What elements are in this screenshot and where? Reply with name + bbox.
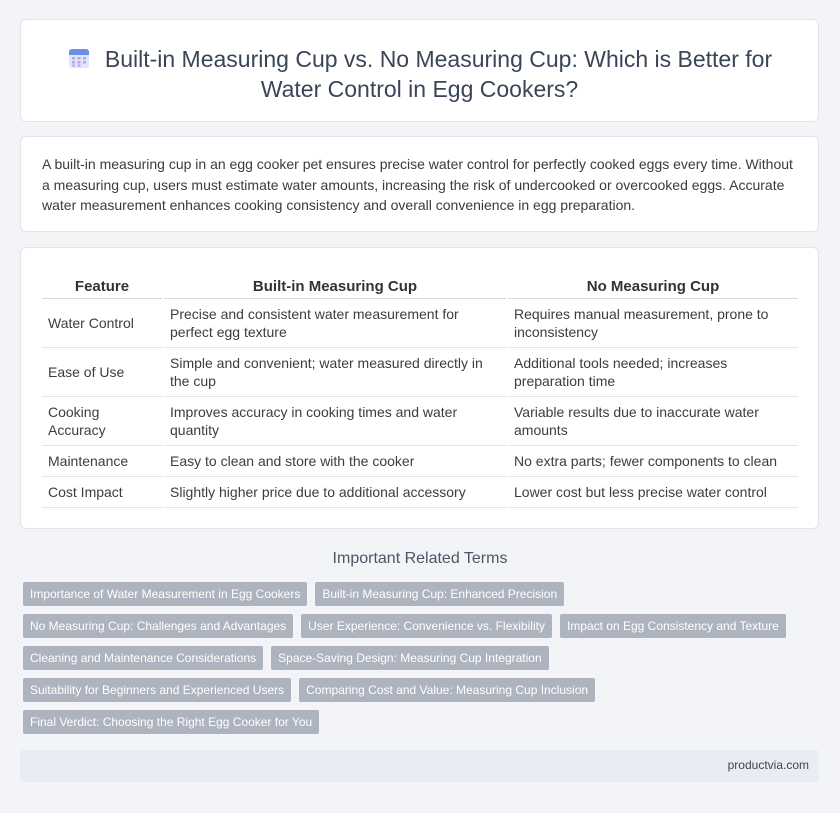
term-tag[interactable]: User Experience: Convenience vs. Flexibility bbox=[301, 614, 552, 638]
table-header-row bbox=[42, 276, 798, 299]
table-cell: No extra parts; fewer components to clean bbox=[508, 446, 798, 477]
term-tag[interactable]: Cleaning and Maintenance Considerations bbox=[23, 646, 263, 670]
title-wrap bbox=[21, 44, 818, 104]
term-tag[interactable]: Suitability for Beginners and Experienced Users bbox=[23, 678, 291, 702]
intro-text: A built-in measuring cup in an egg cooker pet ensures precise water control for perfectly cooked eggs every time. Without a measuring cup, users must estimate water amounts, increasing the risk of undercooked or overcooked eggs. Accurate water measurement enhances cooking consistency and overall convenience in egg preparation. bbox=[42, 156, 793, 213]
term-tag[interactable]: No Measuring Cup: Challenges and Advantages bbox=[23, 614, 293, 638]
tag-row bbox=[23, 710, 813, 734]
table-cell: Lower cost but less precise water control bbox=[508, 477, 798, 508]
title-card bbox=[20, 19, 819, 122]
page-title: Built-in Measuring Cup vs. No Measuring Cup: Which is Better for Water Control in Egg Cookers? bbox=[104, 46, 773, 102]
term-tag[interactable]: Impact on Egg Consistency and Texture bbox=[560, 614, 786, 638]
table-cell: Slightly higher price due to additional accessory bbox=[164, 477, 506, 508]
table-row bbox=[42, 477, 798, 508]
table-cell: Water Control bbox=[42, 299, 162, 348]
intro-card bbox=[20, 136, 819, 232]
table-row bbox=[42, 446, 798, 477]
tag-row bbox=[23, 678, 813, 702]
table-cell: Cooking Accuracy bbox=[42, 397, 162, 446]
term-tag[interactable]: Final Verdict: Choosing the Right Egg Cooker for You bbox=[23, 710, 319, 734]
header-feature: Feature bbox=[42, 276, 162, 299]
table-cell: Simple and convenient; water measured directly in the cup bbox=[164, 348, 506, 397]
term-tag[interactable]: Built-in Measuring Cup: Enhanced Precision bbox=[315, 582, 564, 606]
tag-row bbox=[23, 582, 813, 606]
related-terms bbox=[23, 582, 813, 742]
table-cell: Requires manual measurement, prone to inconsistency bbox=[508, 299, 798, 348]
related-terms-title: Important Related Terms bbox=[332, 550, 508, 567]
footer-site-link[interactable]: productvia.com bbox=[727, 758, 809, 772]
tag-row bbox=[23, 614, 813, 638]
table-cell: Additional tools needed; increases preparation time bbox=[508, 348, 798, 397]
table-cell: Maintenance bbox=[42, 446, 162, 477]
term-tag[interactable]: Space-Saving Design: Measuring Cup Integration bbox=[271, 646, 548, 670]
comparison-card bbox=[20, 247, 819, 529]
term-tag[interactable]: Importance of Water Measurement in Egg Cookers bbox=[23, 582, 307, 606]
term-tag[interactable]: Comparing Cost and Value: Measuring Cup Inclusion bbox=[299, 678, 595, 702]
table-row bbox=[42, 299, 798, 348]
comparison-table bbox=[42, 276, 798, 508]
table-cell: Cost Impact bbox=[42, 477, 162, 508]
table-cell: Ease of Use bbox=[42, 348, 162, 397]
table-cell: Precise and consistent water measurement for perfect egg texture bbox=[164, 299, 506, 348]
table-row bbox=[42, 348, 798, 397]
tag-row bbox=[23, 646, 813, 670]
table-cell: Improves accuracy in cooking times and water quantity bbox=[164, 397, 506, 446]
calendar-icon bbox=[67, 46, 91, 70]
footer bbox=[20, 750, 819, 782]
header-built-in: Built-in Measuring Cup bbox=[164, 276, 506, 299]
header-no-cup: No Measuring Cup bbox=[508, 276, 798, 299]
table-cell: Easy to clean and store with the cooker bbox=[164, 446, 506, 477]
table-cell: Variable results due to inaccurate water amounts bbox=[508, 397, 798, 446]
table-row bbox=[42, 397, 798, 446]
